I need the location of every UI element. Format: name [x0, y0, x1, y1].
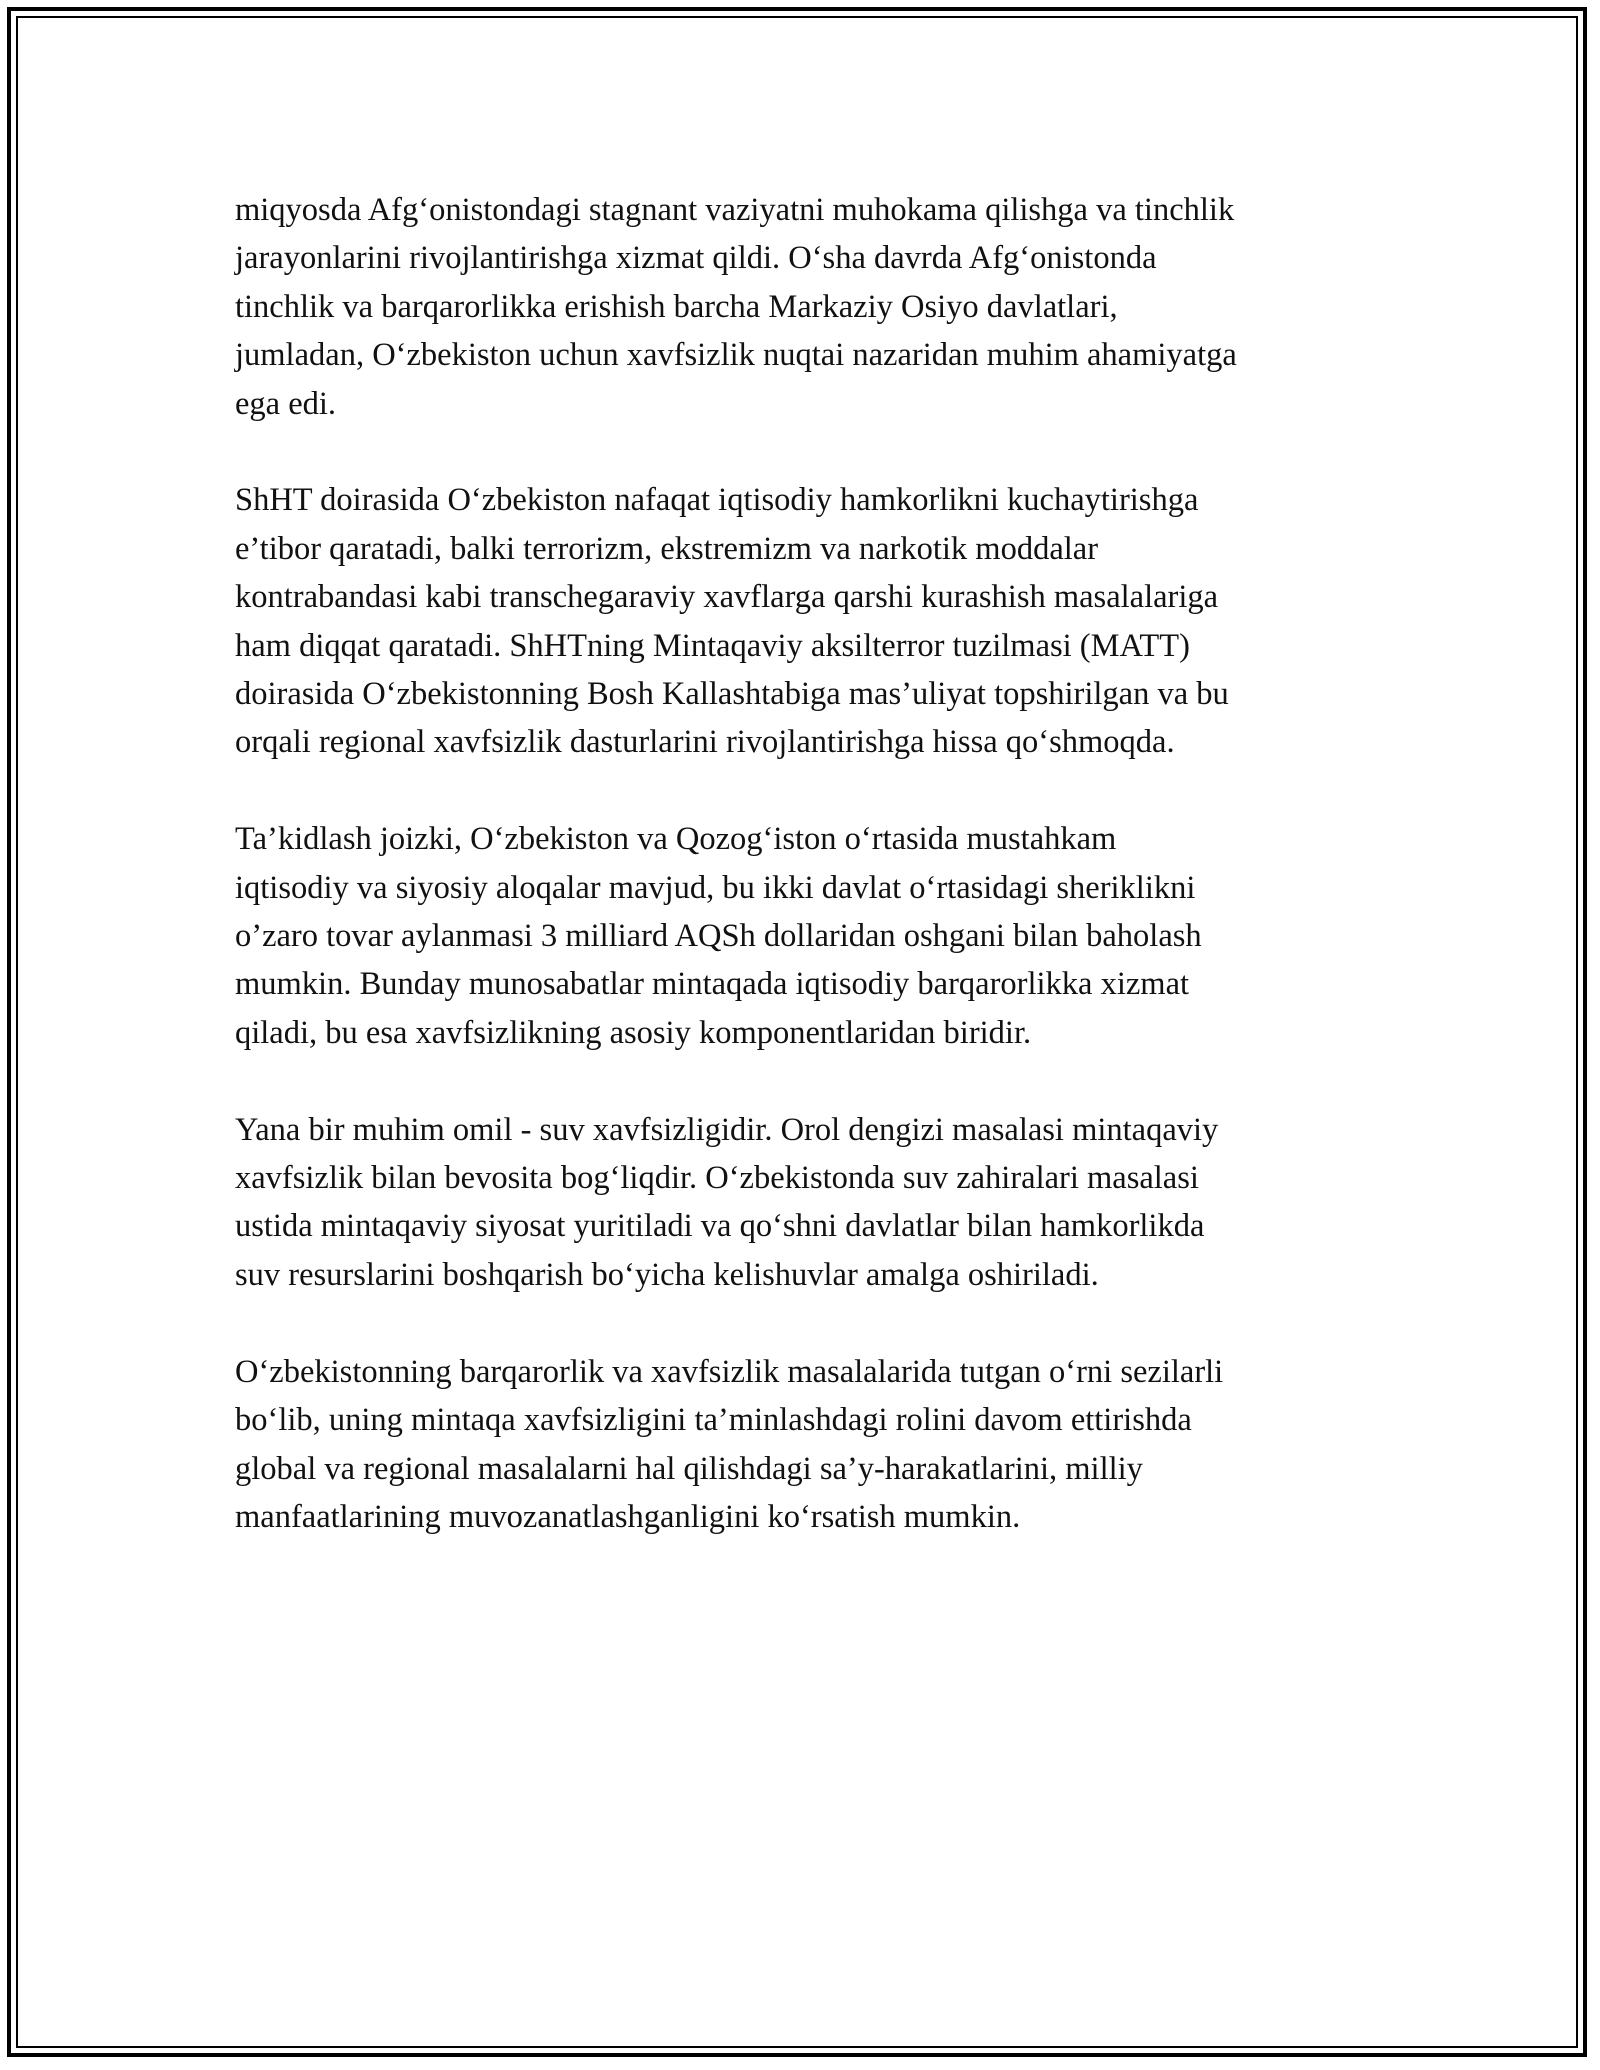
paragraph-kazakhstan-relations: Ta’kidlash joizki, O‘zbekiston va Qozog‘iston o‘rtasida mustahkam iqtisodiy va siyosiy aloqalar mavjud, bu ikki davlat o‘rtasidagi sheriklikni o’zaro tovar aylanmasi 3 milliard AQSh dollaridan oshgani bilan baholash mumkin. Bunday munosabatlar mintaqada iqtisodiy barqarorlikka xizmat qiladi, bu esa xavfsizlikning asosiy komponentlaridan biridir. [235, 821, 1202, 1051]
paragraph-sco-security: ShHT doirasida O‘zbekiston nafaqat iqtisodiy hamkorlikni kuchaytirishga e’tibor qaratadi, balki terrorizm, ekstremizm va narkotik moddalar kontrabandasi kabi transchegaraviy xavflarga qarshi kurashish masalalariga ham diqqat qaratadi. ShHTning Mintaqaviy aksilterror tuzilmasi (MATT) doirasida O‘zbekistonning Bosh Kallashtabiga mas’uliyat topshirilgan va bu orqali regional xavfsizlik dasturlarini rivojlantirishga hissa qo‘shmoqda. [235, 482, 1229, 761]
paragraph-afghanistan: miqyosda Afg‘onistondagi stagnant vaziyatni muhokama qilishga va tinchlik jarayonlarini rivojlantirishga xizmat qildi. O‘sha davrda Afg‘onistonda tinchlik va barqarorlikka erishish barcha Markaziy Osiyo davlatlari, jumladan, O‘zbekiston uchun xavfsizlik nuqtai nazaridan muhim ahamiyatga ega edi. [235, 192, 1237, 422]
paragraph-water-security: Yana bir muhim omil - suv xavfsizligidir. Orol dengizi masalasi mintaqaviy xavfsizlik bilan bevosita bog‘liqdir. O‘zbekistonda suv zahiralari masalasi ustida mintaqaviy siyosat yuritiladi va qo‘shni davlatlar bilan hamkorlikda suv resurslarini boshqarish bo‘yicha kelishuvlar amalga oshiriladi. [235, 1111, 1219, 1293]
document-body [235, 186, 1375, 1590]
paragraph-conclusion: O‘zbekistonning barqarorlik va xavfsizlik masalalarida tutgan o‘rni sezilarli bo‘lib, uning mintaqa xavfsizligini ta’minlashdagi rolini davom ettirishda global va regional masalalarni hal qilishdagi sa’y-harakatlarini, milliy manfaatlarining muvozanatlashganligini ko‘rsatish mumkin. [235, 1353, 1224, 1535]
